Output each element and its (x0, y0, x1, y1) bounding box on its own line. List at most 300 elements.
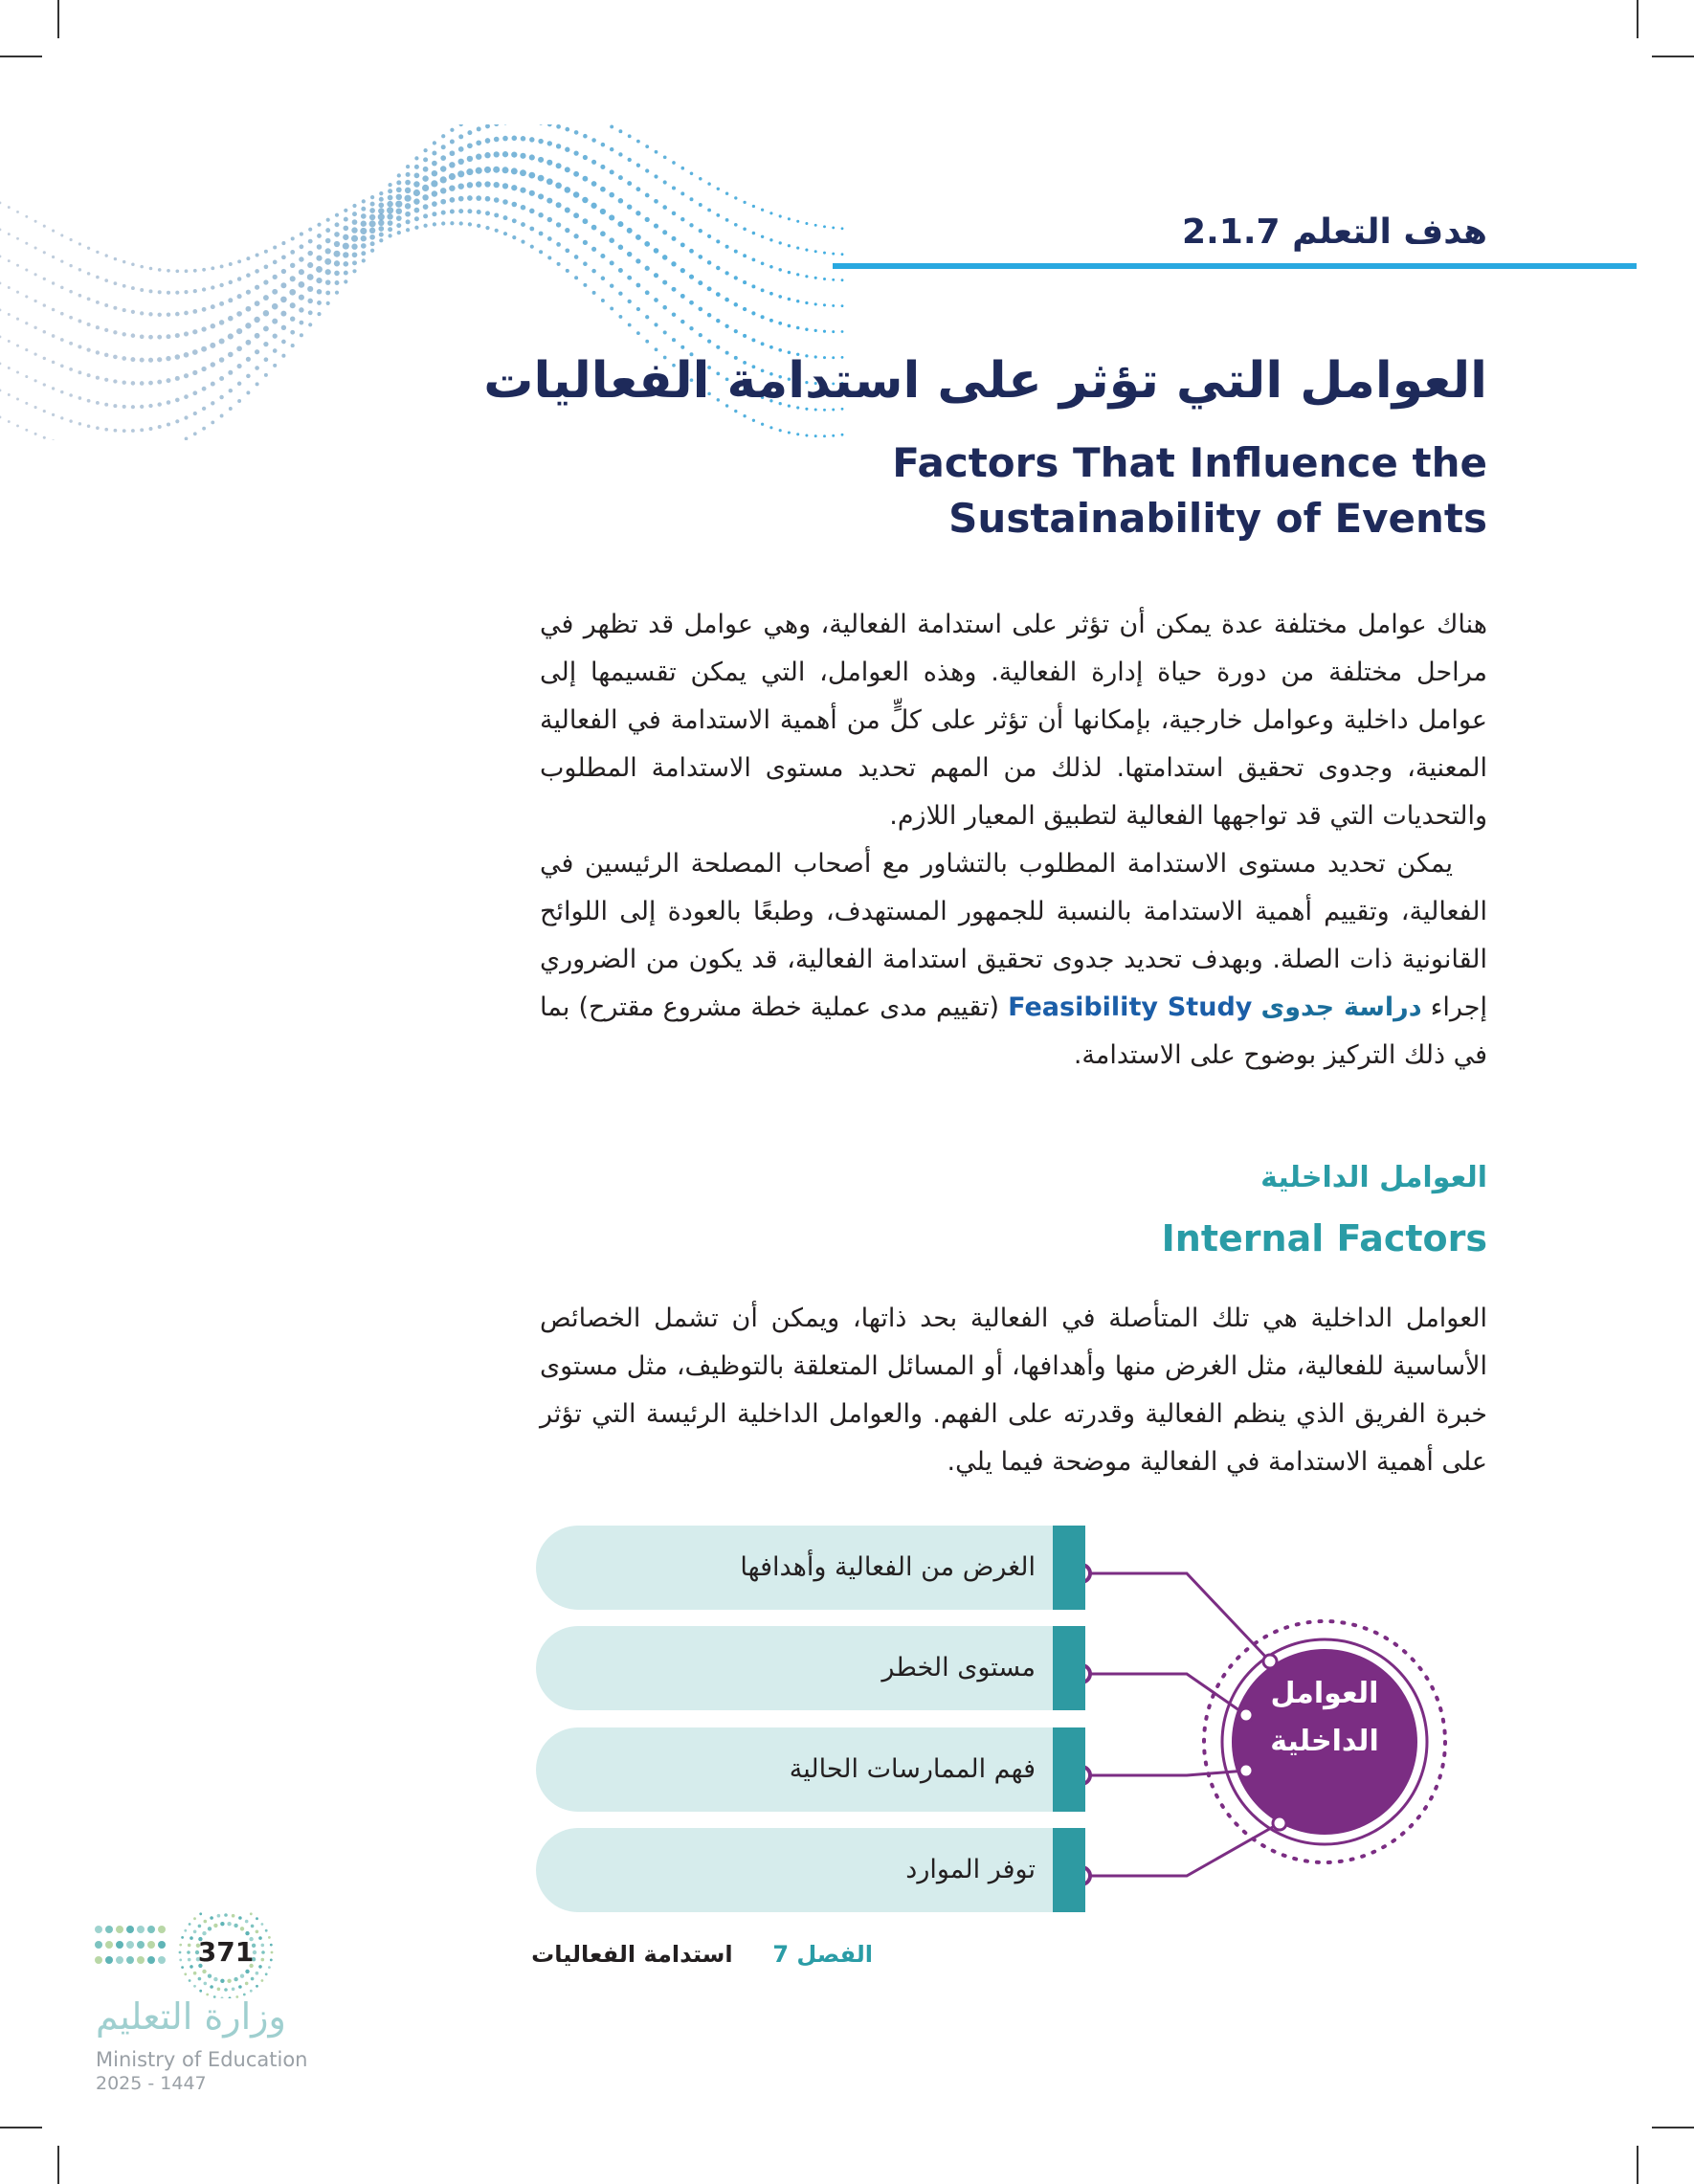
wave-dot (441, 134, 445, 138)
logo-dot (213, 1977, 217, 1981)
logo-dot (256, 1985, 258, 1988)
wave-dot (405, 188, 411, 193)
wave-dot (467, 130, 472, 135)
wave-dot (237, 259, 241, 263)
wave-dot (246, 256, 250, 260)
wave-dot (645, 168, 649, 172)
wave-dot (449, 162, 455, 167)
wave-dot (476, 167, 482, 174)
wave-dot (672, 338, 676, 342)
logo-dot (208, 1927, 212, 1930)
wave-dot (78, 268, 81, 271)
wave-dot (725, 191, 728, 194)
intro-paragraph-2 (540, 840, 1487, 1080)
logo-dot (95, 1941, 102, 1949)
factor-item-label: مستوى الخطر (881, 1653, 1036, 1683)
wave-dot (495, 229, 499, 233)
wave-dot (149, 267, 153, 271)
wave-dot (716, 239, 720, 243)
wave-dot (573, 171, 579, 177)
wave-dot (610, 147, 613, 151)
wave-dot (114, 281, 118, 285)
wave-dot (316, 278, 322, 283)
wave-dot (148, 312, 152, 316)
wave-dot (440, 176, 447, 183)
wave-dot (467, 156, 473, 162)
logo-dot (116, 1956, 123, 1964)
logo-dot (268, 1936, 271, 1939)
wave-dot (157, 313, 161, 317)
wave-dot (228, 316, 234, 322)
wave-dot (43, 410, 46, 412)
logo-dot (199, 1912, 202, 1915)
wave-dot (716, 213, 720, 217)
wave-dot (369, 214, 375, 220)
wave-dot (654, 273, 658, 278)
wave-dot (449, 173, 456, 180)
logo-dot (238, 1916, 242, 1920)
wave-dot (149, 427, 153, 431)
wave-dot (0, 363, 1, 366)
wave-dot (459, 221, 463, 225)
wave-dot (717, 188, 720, 190)
wave-dot (184, 352, 189, 358)
ministry-name-english: Ministry of Education (96, 2048, 308, 2071)
wave-dot (823, 278, 826, 280)
wave-dot (343, 226, 348, 232)
wave-dot (236, 328, 242, 334)
wave-dot (654, 224, 658, 229)
wave-dot (635, 187, 640, 191)
wave-dot (317, 289, 323, 295)
wave-dot (273, 348, 278, 353)
wave-dot (618, 198, 624, 204)
wave-dot (440, 155, 446, 161)
wave-dot (113, 355, 118, 360)
wave-dot (484, 181, 490, 187)
logo-dot (210, 1916, 213, 1920)
wave-dot (538, 139, 543, 144)
factor-item-accent (1053, 1828, 1085, 1912)
logo-dot (126, 1956, 134, 1964)
wave-dot (432, 151, 436, 156)
wave-dot (237, 294, 242, 299)
wave-dot (8, 340, 11, 343)
wave-dot (654, 174, 658, 178)
wave-dot (814, 277, 817, 279)
wave-dot (662, 280, 667, 285)
wave-dot (175, 398, 180, 403)
wave-dot (273, 245, 277, 249)
wave-dot (291, 236, 295, 240)
wave-dot (140, 381, 145, 386)
wave-dot (591, 247, 596, 252)
wave-dot (290, 263, 295, 268)
wave-dot (538, 212, 543, 217)
wave-dot (396, 223, 401, 228)
section-heading-arabic: العوامل الداخلية (1260, 1161, 1487, 1194)
wave-dot (645, 340, 649, 344)
wave-dot (734, 250, 738, 254)
logo-dot (270, 1944, 273, 1947)
factor-item (536, 1727, 1085, 1812)
wave-dot (823, 330, 826, 333)
logo-dot (189, 1979, 191, 1982)
wave-dot (529, 137, 534, 142)
wave-dot (379, 238, 383, 242)
wave-dot (778, 295, 782, 299)
connector-line (1081, 1573, 1270, 1661)
wave-dot (414, 173, 420, 179)
wave-dot (672, 236, 677, 241)
wave-dot (716, 319, 720, 323)
wave-dot (583, 261, 588, 266)
wave-dot (583, 176, 589, 182)
wave-dot (628, 158, 632, 162)
wave-dot (654, 199, 658, 204)
wave-dot (413, 198, 419, 204)
wave-dot (192, 390, 197, 395)
wave-dot (432, 170, 437, 176)
wave-dot (123, 429, 126, 433)
wave-dot (388, 220, 393, 226)
wave-dot (343, 234, 348, 240)
wave-dot (324, 258, 331, 265)
wave-dot (290, 250, 295, 255)
wave-dot (485, 226, 489, 230)
wave-dot (565, 127, 569, 132)
factor-item-accent (1053, 1626, 1085, 1710)
logo-dot (224, 1988, 228, 1992)
wave-dot (370, 241, 375, 246)
wave-dot (476, 181, 481, 187)
wave-dot (43, 278, 46, 280)
wave-dot (457, 159, 463, 165)
wave-dot (334, 232, 340, 237)
logo-dot-grid (95, 1926, 166, 1964)
logo-dot (193, 1930, 197, 1934)
wave-dot (689, 275, 694, 279)
wave-dot (662, 255, 668, 260)
wave-dot (0, 229, 1, 232)
crop-mark (57, 2146, 59, 2184)
wave-dot (343, 243, 349, 250)
wave-dot (316, 256, 322, 261)
wave-dot (123, 284, 126, 288)
wave-dot (627, 204, 632, 209)
wave-dot (96, 401, 100, 405)
wave-dot (16, 371, 19, 374)
logo-dot (147, 1941, 155, 1949)
wave-dot (34, 220, 37, 223)
wave-dot (769, 292, 773, 296)
wave-dot (778, 322, 782, 325)
wave-dot (600, 254, 605, 258)
wave-dot (228, 370, 233, 375)
wave-dot (582, 197, 588, 203)
wave-dot (246, 306, 252, 312)
wave-dot (0, 336, 1, 339)
wave-dot (219, 357, 225, 363)
wave-dot (308, 239, 313, 244)
logo-dot (251, 1925, 255, 1928)
logo-dot (213, 1924, 217, 1928)
wave-dot (211, 420, 214, 424)
logo-dot (251, 1977, 255, 1981)
wave-dot (8, 233, 11, 235)
wave-dot (529, 190, 535, 196)
wave-dot (281, 354, 285, 358)
wave-dot (635, 234, 641, 240)
logo-dot (256, 1930, 259, 1934)
wave-dot (601, 299, 605, 302)
wave-dot (591, 160, 596, 165)
wave-dot (201, 326, 206, 331)
wave-dot (352, 212, 357, 216)
wave-dot (397, 173, 401, 177)
wave-dot (52, 387, 55, 390)
logo-dot (245, 1931, 249, 1935)
wave-dot (396, 187, 402, 192)
wave-dot (521, 222, 525, 227)
wave-dot (547, 141, 552, 145)
wave-dot (16, 345, 19, 347)
ring-connector-dot (1263, 1655, 1277, 1668)
page-number: 371 (197, 1936, 255, 1968)
wave-dot (583, 283, 587, 287)
wave-dot (467, 182, 473, 188)
wave-dot (565, 228, 569, 233)
logo-dot (158, 1956, 166, 1964)
wave-dot (796, 326, 800, 330)
wave-dot (140, 428, 144, 432)
wave-dot (325, 228, 330, 233)
wave-dot (211, 382, 215, 387)
wave-dot (743, 254, 747, 257)
logo-dot (105, 1926, 113, 1933)
wave-dot (450, 128, 454, 132)
wave-dot (60, 234, 63, 236)
logo-dot (234, 1977, 237, 1981)
wave-dot (140, 334, 145, 339)
wave-dot (236, 345, 242, 351)
wave-dot (422, 194, 428, 200)
wave-dot (699, 333, 702, 337)
wave-dot (698, 307, 702, 312)
logo-dot (204, 1920, 208, 1924)
wave-dot (600, 231, 606, 236)
wave-dot (761, 235, 764, 238)
wave-dot (335, 291, 339, 295)
wave-dot (193, 269, 197, 273)
wave-dot (175, 291, 179, 295)
wave-dot (8, 420, 11, 423)
wave-dot (78, 242, 81, 245)
wave-dot (414, 156, 418, 160)
wave-dot (52, 308, 56, 312)
wave-dot (502, 199, 508, 205)
wave-dot (16, 424, 19, 427)
logo-dot (147, 1956, 155, 1964)
wave-dot (184, 415, 188, 419)
wave-dot (299, 307, 303, 312)
wave-dot (60, 390, 63, 393)
logo-dot (137, 1926, 145, 1933)
logo-dot (232, 1914, 235, 1918)
wave-dot (157, 402, 161, 406)
internal-factors-paragraph: العوامل الداخلية هي تلك المتأصلة في الفعالية بحد ذاتها، ويمكن أن تشمل الخصائص الأساسية للفعالية، مثل الغرض منها وأهدافها، أو المسائل المتعلقة بالتوظيف، مثل مستوى خبرة الفريق الذي ينظم الفعالية وقدرته على الفهم. والعوامل الداخلية الرئيسة التي تؤثر على أهمية الاستدامة في الفعالية موضحة فيما يلي. (540, 1304, 1487, 1477)
wave-dot (645, 217, 650, 222)
wave-dot (202, 268, 206, 272)
logo-dot (210, 1985, 213, 1989)
wave-dot (796, 300, 799, 302)
wave-dot (690, 172, 694, 176)
logo-dot (232, 1988, 235, 1992)
wave-dot (609, 192, 614, 198)
wave-dot (0, 256, 1, 258)
wave-dot (494, 137, 500, 143)
wave-dot (237, 364, 242, 368)
wave-dot (211, 304, 215, 309)
logo-dot (105, 1956, 113, 1964)
wave-dot (351, 244, 357, 250)
wave-dot (761, 288, 765, 292)
wave-dot (672, 212, 677, 216)
wave-dot (167, 269, 170, 273)
logo-dot (261, 1979, 264, 1982)
wave-dot (841, 227, 844, 230)
wave-dot (423, 204, 429, 210)
wave-dot (591, 225, 597, 231)
wave-dot (805, 301, 808, 304)
wave-dot (379, 197, 384, 202)
intro-paragraph-2-end: (تقييم مدى عملية خطة مشروع مقترح) بما في ذلك التركيز بوضوح على الاستدامة. (540, 992, 1487, 1070)
wave-dot (441, 211, 446, 215)
diagram-center-line-2: الداخلية (1270, 1725, 1379, 1758)
wave-dot (300, 321, 304, 325)
wave-dot (458, 146, 464, 152)
logo-dot (224, 1913, 228, 1917)
wave-dot (752, 205, 755, 208)
wave-dot (317, 312, 321, 316)
logo-dot (193, 1972, 197, 1975)
wave-dot (175, 354, 181, 360)
wave-dot (52, 413, 55, 416)
wave-dot (263, 279, 268, 284)
wave-dot (725, 245, 729, 249)
wave-dot (574, 255, 579, 259)
wave-dot (414, 216, 419, 221)
wave-dot (131, 429, 135, 433)
wave-dot (16, 398, 19, 401)
wave-dot (547, 236, 552, 241)
wave-dot (583, 218, 589, 224)
wave-dot (361, 251, 366, 256)
wave-dot (539, 232, 544, 236)
wave-dot (555, 182, 562, 189)
wave-dot (280, 297, 287, 303)
wave-dot (388, 189, 392, 193)
wave-dot (25, 215, 28, 218)
wave-dot (841, 279, 844, 281)
wave-dot (343, 252, 348, 257)
wave-dot (707, 313, 712, 318)
factor-item (536, 1828, 1085, 1912)
wave-dot (628, 134, 632, 138)
wave-dot (468, 222, 472, 226)
wave-dot (601, 277, 606, 281)
wave-dot (273, 260, 278, 265)
wave-dot (60, 259, 63, 262)
wave-dot (52, 361, 56, 365)
wave-dot (565, 248, 569, 253)
crop-mark (57, 0, 59, 38)
wave-dot (69, 316, 73, 320)
connector-line (1081, 1771, 1246, 1775)
wave-dot (591, 181, 597, 187)
wave-dot (264, 250, 268, 254)
wave-dot (832, 330, 835, 333)
wave-dot (449, 185, 455, 190)
wave-dot (158, 290, 162, 294)
wave-dot (814, 224, 817, 227)
wave-dot (557, 262, 561, 266)
logo-dot (265, 1929, 268, 1932)
wave-dot (369, 228, 375, 234)
wave-dot (193, 412, 197, 415)
logo-dot (256, 1917, 258, 1920)
logo-dot (116, 1941, 123, 1949)
wave-dot (202, 427, 206, 431)
wave-dot (96, 276, 100, 279)
wave-dot (52, 256, 55, 258)
wave-dot (636, 331, 640, 335)
wave-dot (823, 303, 826, 306)
wave-dot (87, 424, 91, 428)
wave-dot (707, 209, 711, 212)
wave-dot (769, 345, 773, 349)
ring-connector-dot (1239, 1764, 1253, 1777)
logo-dot (95, 1926, 102, 1933)
wave-dot (281, 325, 286, 330)
crop-mark (0, 2127, 42, 2128)
wave-dot (476, 195, 481, 201)
wave-dot (476, 140, 481, 145)
wave-dot (743, 307, 747, 311)
wave-dot (832, 253, 835, 256)
wave-dot (707, 182, 711, 186)
wave-dot (805, 328, 808, 331)
wave-dot (263, 342, 268, 346)
wave-dot (352, 204, 356, 208)
wave-dot (814, 250, 817, 253)
wave-dot (69, 264, 72, 267)
wave-dot (618, 291, 622, 295)
logo-dot (227, 1922, 231, 1926)
wave-dot (334, 271, 340, 277)
wave-dot (610, 169, 614, 174)
wave-dot (16, 318, 19, 321)
wave-dot (352, 260, 357, 265)
connector-line (1081, 1674, 1246, 1715)
logo-dot (250, 1990, 253, 1993)
wave-dot (566, 269, 569, 273)
wave-dot (157, 357, 162, 362)
wave-dot (680, 268, 685, 273)
wave-dot (219, 320, 225, 325)
wave-dot (672, 186, 676, 189)
wave-dot (307, 286, 313, 292)
